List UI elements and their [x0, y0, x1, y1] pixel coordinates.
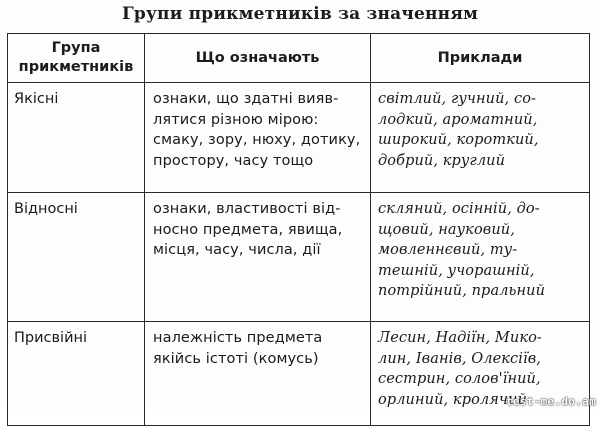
adjective-groups-table	[7, 33, 590, 426]
meaning-line: носно предмета, явища,	[153, 221, 343, 238]
group-cell: Якісні	[8, 83, 145, 193]
examples-line: Лесин, Надіїн, Мико-	[378, 330, 542, 346]
examples-cell	[371, 193, 590, 322]
examples-line: щовий, науковий,	[378, 221, 515, 238]
meaning-line: ознаки, властивості від-	[153, 201, 341, 217]
examples-line: лин, Іванів, Олексіїв,	[378, 350, 542, 367]
header-meaning: Що означають	[145, 34, 371, 83]
examples-line: потрійний, пральний	[378, 283, 546, 299]
examples-cell	[371, 83, 590, 193]
examples-line: сестрин, солов'їний,	[378, 371, 541, 387]
table-header	[8, 34, 590, 83]
examples-line: лодкий, ароматний,	[378, 111, 538, 128]
examples-line: добрий, круглий	[378, 152, 506, 169]
watermark: test-me.do.am	[506, 395, 596, 408]
group-cell: Відносні	[8, 193, 145, 322]
header-group	[8, 34, 145, 83]
meaning-cell	[145, 322, 371, 426]
table-row	[8, 83, 590, 193]
table-row	[8, 322, 590, 426]
meaning-cell	[145, 193, 371, 322]
examples-line: орлиний, кролячий	[378, 391, 527, 408]
examples-line: скляний, осінній, до-	[378, 201, 540, 217]
header-group-line: прикметників	[18, 59, 134, 75]
header-examples: Приклади	[371, 34, 590, 83]
table-body	[8, 83, 590, 426]
meaning-line: місця, часу, числа, дії	[153, 242, 321, 258]
meaning-line: ознаки, що здатні вияв-	[153, 91, 339, 107]
page-title: Групи прикметників за значенням	[121, 4, 479, 24]
table-row	[8, 193, 590, 322]
meaning-line: простору, часу тощо	[153, 152, 314, 169]
meaning-cell	[145, 83, 371, 193]
meaning-line: належність предмета	[153, 330, 323, 346]
meaning-line: якійсь істоті (комусь)	[153, 350, 319, 367]
examples-line: світлий, гучний, со-	[378, 91, 537, 107]
header-group-line: Група	[51, 40, 101, 56]
examples-line: широкий, короткий,	[378, 132, 539, 148]
meaning-line: смаку, зору, нюху, дотику,	[153, 132, 361, 148]
meaning-line: лятися різною мірою:	[153, 111, 319, 128]
group-cell: Присвійні	[8, 322, 145, 426]
examples-line: мовленнєвий, ту-	[378, 242, 518, 258]
examples-line: тешній, учорашній,	[378, 262, 535, 279]
examples-cell	[371, 322, 590, 426]
header-row	[8, 34, 590, 83]
